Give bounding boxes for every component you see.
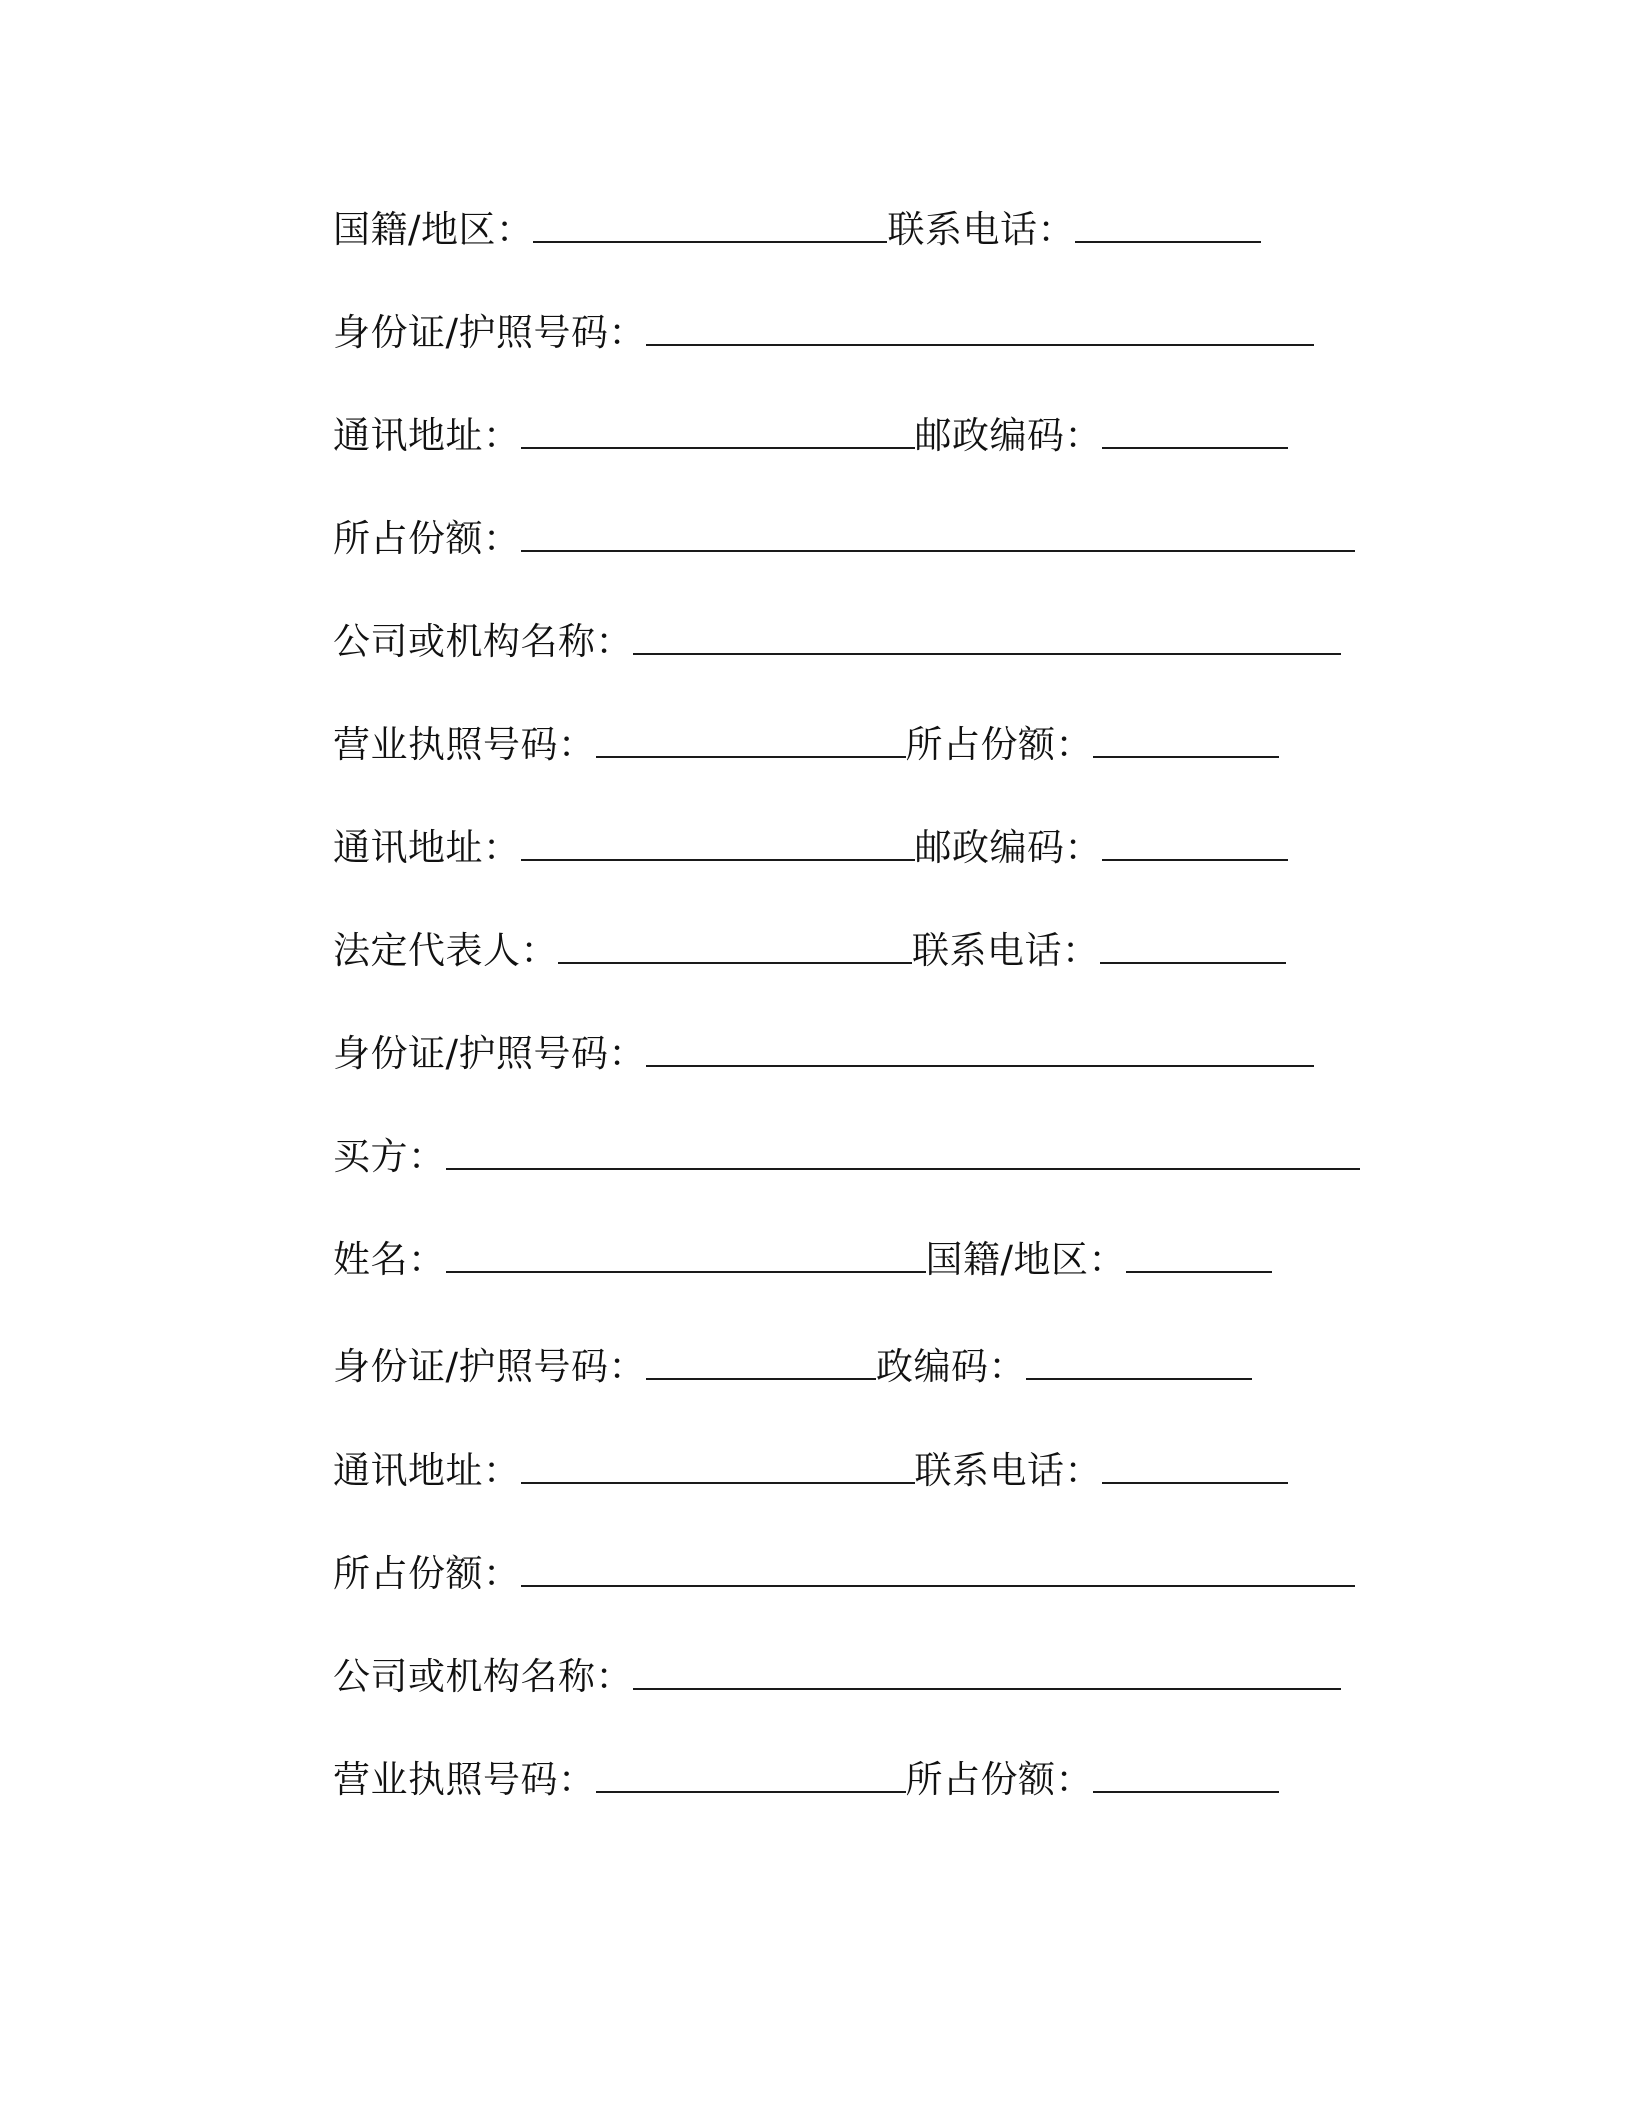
business-license-label: 营业执照号码： — [333, 1758, 596, 1801]
phone-label: 联系电话： — [914, 1449, 1102, 1492]
address-blank[interactable] — [521, 859, 915, 861]
form-row-buyer — [333, 1119, 1360, 1179]
phone-label: 联系电话： — [887, 208, 1075, 251]
form-row-address-postcode — [333, 810, 1288, 870]
form-row-address-postcode — [333, 398, 1288, 458]
postcode-label: 政编码： — [875, 1345, 1026, 1388]
company-name-label: 公司或机构名称： — [333, 1655, 633, 1698]
share-blank[interactable] — [1093, 1791, 1279, 1793]
business-license-label: 营业执照号码： — [333, 723, 596, 766]
address-blank[interactable] — [521, 447, 915, 449]
postcode-label: 邮政编码： — [914, 414, 1102, 457]
name-label: 姓名： — [333, 1238, 446, 1281]
id-passport-label: 身份证/护照号码： — [333, 1345, 646, 1388]
nationality-blank[interactable] — [533, 241, 887, 243]
id-passport-blank[interactable] — [646, 1378, 876, 1380]
form-row-company-name — [333, 604, 1341, 664]
postcode-blank[interactable] — [1026, 1378, 1252, 1380]
form-row-name-nationality — [333, 1222, 1272, 1282]
id-passport-blank[interactable] — [646, 1065, 1314, 1067]
address-blank[interactable] — [521, 1482, 915, 1484]
form-row-license-share — [333, 707, 1279, 767]
address-label: 通讯地址： — [333, 826, 521, 869]
form-row-company-name — [333, 1639, 1341, 1699]
share-blank[interactable] — [521, 1585, 1355, 1587]
buyer-label: 买方： — [333, 1135, 446, 1178]
phone-label: 联系电话： — [912, 929, 1100, 972]
company-name-label: 公司或机构名称： — [333, 620, 633, 663]
business-license-blank[interactable] — [596, 756, 906, 758]
company-name-blank[interactable] — [633, 653, 1341, 655]
form-row-id-number — [333, 1016, 1314, 1076]
share-label: 所占份额： — [905, 723, 1093, 766]
postcode-blank[interactable] — [1102, 859, 1288, 861]
nationality-label: 国籍/地区： — [925, 1238, 1126, 1281]
share-label: 所占份额： — [905, 1758, 1093, 1801]
share-blank[interactable] — [1093, 756, 1279, 758]
address-label: 通讯地址： — [333, 414, 521, 457]
postcode-label: 邮政编码： — [914, 826, 1102, 869]
form-row-nationality-phone — [333, 192, 1261, 252]
form-row-share — [333, 501, 1355, 561]
form-row-share — [333, 1536, 1355, 1596]
form-row-license-share — [333, 1742, 1279, 1802]
buyer-blank[interactable] — [446, 1168, 1360, 1170]
form-row-id-number — [333, 295, 1314, 355]
share-label: 所占份额： — [333, 517, 521, 560]
form-row-address-phone — [333, 1433, 1288, 1493]
id-passport-blank[interactable] — [646, 344, 1314, 346]
id-passport-label: 身份证/护照号码： — [333, 311, 646, 354]
postcode-blank[interactable] — [1102, 447, 1288, 449]
share-label: 所占份额： — [333, 1552, 521, 1595]
nationality-blank[interactable] — [1126, 1271, 1272, 1273]
nationality-label: 国籍/地区： — [333, 208, 534, 251]
id-passport-label: 身份证/护照号码： — [333, 1032, 646, 1075]
address-label: 通讯地址： — [333, 1449, 521, 1492]
business-license-blank[interactable] — [596, 1791, 906, 1793]
legal-representative-blank[interactable] — [558, 962, 912, 964]
phone-blank[interactable] — [1075, 241, 1261, 243]
company-name-blank[interactable] — [633, 1688, 1341, 1690]
phone-blank[interactable] — [1102, 1482, 1288, 1484]
name-blank[interactable] — [446, 1271, 926, 1273]
form-row-id-postcode — [333, 1329, 1252, 1389]
legal-representative-label: 法定代表人： — [333, 929, 558, 972]
share-blank[interactable] — [521, 550, 1355, 552]
phone-blank[interactable] — [1100, 962, 1286, 964]
form-row-legal-rep-phone — [333, 913, 1286, 973]
